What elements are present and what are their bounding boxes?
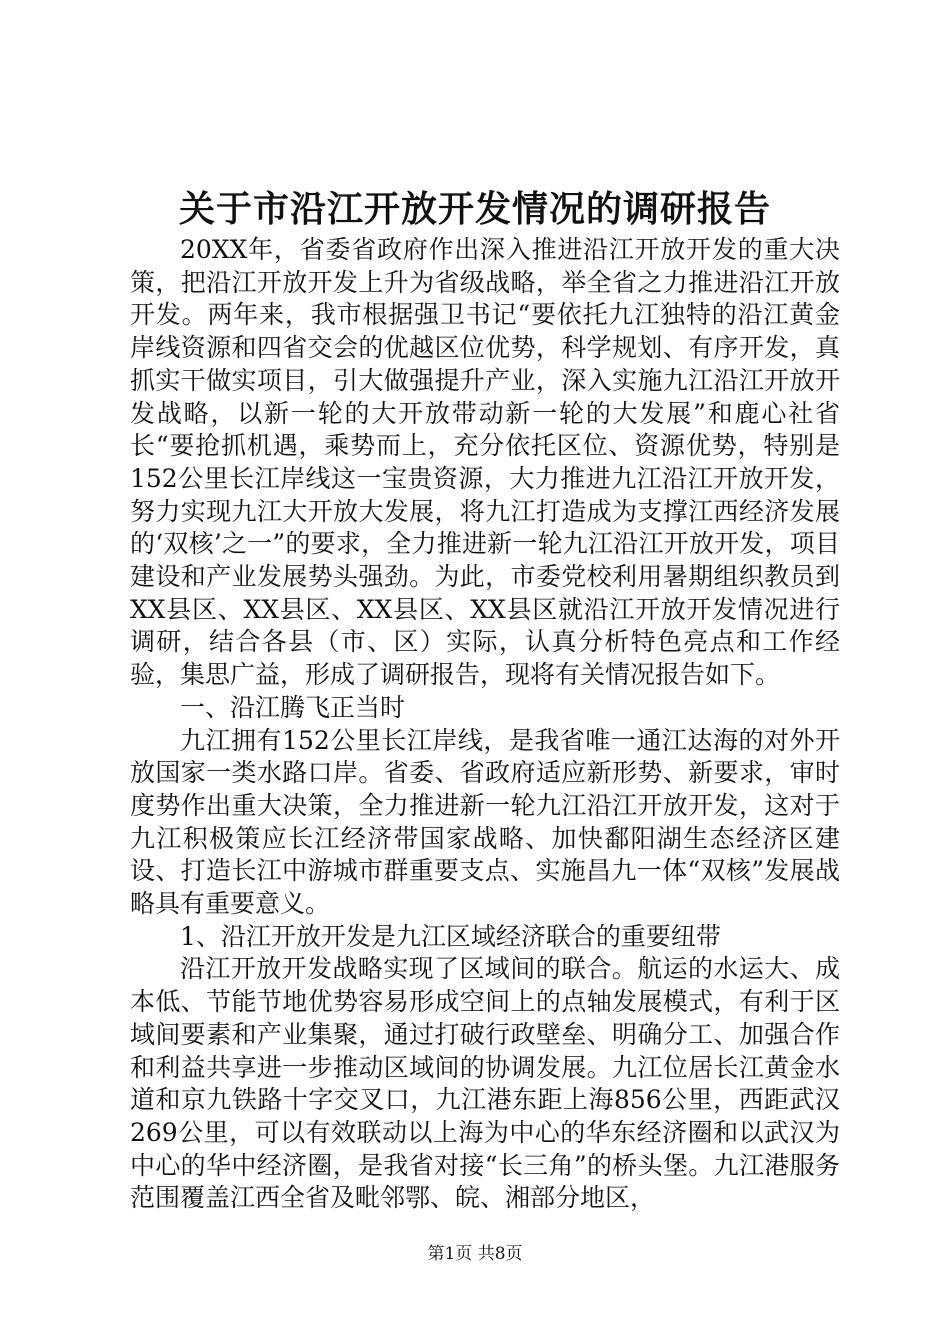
section-heading-1: 一、沿江腾飞正当时 bbox=[180, 692, 406, 722]
document-body bbox=[130, 234, 840, 1215]
document-title: 关于市沿江开放开发情况的调研报告 bbox=[178, 188, 771, 230]
section-1-paragraph: 九江拥有152公里长江岸线，是我省唯一通江达海的对外开放国家一类水路口岸。省委、省政府适应新形势、新要求，审时度势作出重大决策，全力推进新一轮九江沿江开放开发，这对于九江积极策应长江经济带国家战略、加快鄱阳湖生态经济区建设、打造长江中游城市群重要支点、实施昌九一体“双核”发展战略具有重要意义。 bbox=[130, 725, 840, 919]
subsection-heading-1: 1、沿江开放开发是九江区域经济联合的重要纽带 bbox=[180, 921, 721, 951]
intro-paragraph: 20XX年，省委省政府作出深入推进沿江开放开发的重大决策，把沿江开放开发上升为省级战略，举全省之力推进沿江开放开发。两年来，我市根据强卫书记“要依托九江独特的沿江黄金岸线资源和四省交会的优越区位优势，科学规划、有序开发，真抓实干做实项目，引大做强提升产业，深入实施九江沿江开放开发战略，以新一轮的大开放带动新一轮的大发展”和鹿心社省长“要抢抓机遇，乘势而上，充分依托区位、资源优势，特别是152公里长江岸线这一宝贵资源，大力推进九江沿江开放开发，努力实现九江大开放大发展，将九江打造成为支撑江西经济发展的‘双核’之一”的要求，全力推进新一轮九江沿江开放开发，项目建设和产业发展势头强劲。为此，市委党校利用暑期组织教员到XX县区、XX县区、XX县区、XX县区就沿江开放开发情况进行调研，结合各县（市、区）实际，认真分析特色亮点和工作经验，集思广益，形成了调研报告，现将有关情况报告如下。 bbox=[130, 235, 840, 690]
page-number-footer: 第1页 共8页 bbox=[427, 1244, 523, 1264]
subsection-1-paragraph: 沿江开放开发战略实现了区域间的联合。航运的水运大、成本低、节能节地优势容易形成空间上的点轴发展模式，有利于区域间要素和产业集聚，通过打破行政壁垒、明确分工、加强合作和利益共享进一步推动区域间的协调发展。九江位居长江黄金水道和京九铁路十字交叉口，九江港东距上海856公里，西距武汉269公里，可以有效联动以上海为中心的华东经济圈和以武汉为中心的华中经济圈，是我省对接“长三角”的桥头堡。九江港服务范围覆盖江西全省及毗邻鄂、皖、湘部分地区， bbox=[130, 954, 840, 1213]
